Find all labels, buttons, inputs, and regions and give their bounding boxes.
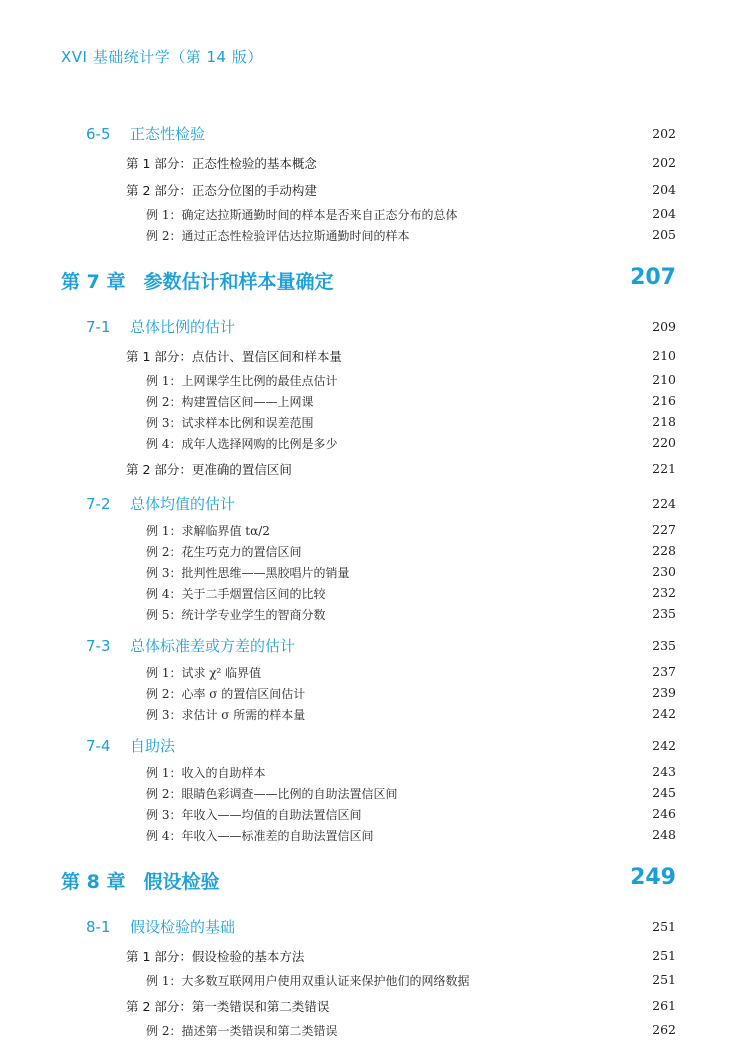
running-header: XVI 基础统计学（第 14 版） bbox=[61, 48, 263, 66]
toc-entry-text: 例 1：求解临界值 tα/2 bbox=[146, 524, 270, 538]
toc-entry-title bbox=[146, 414, 313, 431]
toc-page-number: 235 bbox=[652, 606, 676, 621]
toc-entry-title bbox=[146, 606, 325, 623]
toc-page-number: 224 bbox=[652, 496, 676, 511]
toc-page-number: 251 bbox=[652, 919, 676, 934]
toc-section-row[interactable] bbox=[0, 118, 750, 149]
toc-entry-title bbox=[146, 785, 397, 802]
toc-entry-title bbox=[126, 154, 317, 172]
toc-chapter-row[interactable] bbox=[0, 853, 750, 911]
toc-example-row[interactable] bbox=[0, 203, 750, 224]
toc-example-row[interactable] bbox=[0, 969, 750, 990]
toc-part-row[interactable] bbox=[0, 342, 750, 369]
toc-page-number: 209 bbox=[652, 319, 676, 334]
toc-entry-text: 例 2：通过正态性检验评估达拉斯通勤时间的样本 bbox=[146, 229, 410, 243]
toc-part-row[interactable] bbox=[0, 176, 750, 203]
toc-example-row[interactable] bbox=[0, 582, 750, 603]
toc-page-number: 202 bbox=[652, 155, 676, 170]
toc-entry-title bbox=[146, 227, 409, 244]
toc-entry-text: 例 2：花生巧克力的置信区间 bbox=[146, 545, 302, 559]
toc-page-number: 218 bbox=[652, 414, 676, 429]
toc-entry-number: 7-4 bbox=[86, 737, 111, 755]
toc-page-number: 235 bbox=[652, 638, 676, 653]
toc-example-row[interactable] bbox=[0, 803, 750, 824]
toc-section-row[interactable] bbox=[0, 311, 750, 342]
toc-entry-title bbox=[146, 564, 349, 581]
toc-entry-text: 例 4：年收入——标准差的自助法置信区间 bbox=[146, 829, 374, 843]
toc-entry-text: 例 4：关于二手烟置信区间的比较 bbox=[146, 587, 326, 601]
toc-page-number: 246 bbox=[652, 806, 676, 821]
toc-entry-text: 总体均值的估计 bbox=[130, 495, 236, 513]
toc-entry-title bbox=[126, 347, 342, 365]
toc-example-row[interactable] bbox=[0, 369, 750, 390]
toc-entry-text: 第 1 部分：正态性检验的基本概念 bbox=[126, 156, 317, 171]
toc-entry-number: 第 8 章 bbox=[61, 871, 126, 893]
toc-page-number: 221 bbox=[652, 461, 676, 476]
toc-entry-text: 第 1 部分：假设检验的基本方法 bbox=[126, 949, 305, 964]
toc-example-row[interactable] bbox=[0, 411, 750, 432]
toc-entry-title bbox=[146, 543, 301, 560]
toc-page-number: 261 bbox=[652, 998, 676, 1013]
toc-example-row[interactable] bbox=[0, 661, 750, 682]
toc-entry-number: 7-3 bbox=[86, 637, 111, 655]
toc-page-number: 245 bbox=[652, 785, 676, 800]
toc-page-number: 232 bbox=[652, 585, 676, 600]
toc-page-number: 205 bbox=[652, 227, 676, 242]
toc-page-number: 216 bbox=[652, 393, 676, 408]
toc-part-row[interactable] bbox=[0, 455, 750, 482]
toc-entry-title bbox=[146, 806, 361, 823]
toc-entry-text: 例 2：构建置信区间——上网课 bbox=[146, 395, 314, 409]
toc-entry-text: 自助法 bbox=[130, 737, 176, 755]
table-of-contents bbox=[0, 118, 750, 1040]
toc-entry-title bbox=[86, 493, 235, 514]
toc-entry-text: 例 3：求估计 σ 所需的样本量 bbox=[146, 708, 306, 722]
toc-entry-title bbox=[126, 181, 317, 199]
toc-entry-title bbox=[146, 372, 337, 389]
toc-page-number: 249 bbox=[630, 865, 676, 890]
toc-page-number: 204 bbox=[652, 206, 676, 221]
toc-entry-text: 正态性检验 bbox=[130, 125, 206, 143]
toc-entry-text: 参数估计和样本量确定 bbox=[143, 271, 334, 293]
toc-page-number: 262 bbox=[652, 1022, 676, 1037]
toc-page-number: 243 bbox=[652, 764, 676, 779]
toc-entry-title bbox=[146, 522, 270, 539]
toc-entry-title bbox=[86, 316, 235, 337]
toc-entry-text: 第 2 部分：正态分位图的手动构建 bbox=[126, 183, 317, 198]
toc-example-row[interactable] bbox=[0, 682, 750, 703]
toc-example-row[interactable] bbox=[0, 1019, 750, 1040]
toc-part-row[interactable] bbox=[0, 992, 750, 1019]
toc-entry-number: 8-1 bbox=[86, 918, 111, 936]
toc-entry-number: 7-2 bbox=[86, 495, 111, 513]
toc-page-number: 230 bbox=[652, 564, 676, 579]
toc-entry-text: 例 1：试求 χ² 临界值 bbox=[146, 666, 262, 680]
toc-page-number: 251 bbox=[652, 972, 676, 987]
toc-section-row[interactable] bbox=[0, 911, 750, 942]
toc-entry-text: 例 2：描述第一类错误和第二类错误 bbox=[146, 1024, 338, 1038]
toc-entry-title bbox=[146, 1022, 337, 1039]
toc-entry-text: 第 2 部分：更准确的置信区间 bbox=[126, 462, 292, 477]
toc-part-row[interactable] bbox=[0, 942, 750, 969]
toc-entry-text: 例 3：批判性思维——黑胶唱片的销量 bbox=[146, 566, 350, 580]
toc-page-number: 227 bbox=[652, 522, 676, 537]
toc-entry-title bbox=[61, 267, 333, 294]
toc-example-row[interactable] bbox=[0, 390, 750, 411]
toc-entry-title bbox=[146, 972, 469, 989]
toc-entry-text: 例 2：眼睛色彩调查——比例的自助法置信区间 bbox=[146, 787, 398, 801]
toc-page-number: 237 bbox=[652, 664, 676, 679]
toc-section-row[interactable] bbox=[0, 630, 750, 661]
toc-entry-title bbox=[86, 735, 175, 756]
toc-entry-number: 7-1 bbox=[86, 318, 111, 336]
toc-entry-number: 第 7 章 bbox=[61, 271, 126, 293]
toc-page-number: 228 bbox=[652, 543, 676, 558]
toc-example-row[interactable] bbox=[0, 824, 750, 845]
toc-example-row[interactable] bbox=[0, 432, 750, 453]
toc-entry-text: 例 1：确定达拉斯通勤时间的样本是否来自正态分布的总体 bbox=[146, 208, 458, 222]
toc-example-row[interactable] bbox=[0, 224, 750, 245]
toc-example-row[interactable] bbox=[0, 561, 750, 582]
toc-entry-text: 例 2：心率 σ 的置信区间估计 bbox=[146, 687, 306, 701]
toc-entry-title bbox=[146, 206, 457, 223]
toc-entry-title bbox=[86, 916, 235, 937]
toc-entry-title bbox=[146, 706, 305, 723]
toc-entry-title bbox=[126, 460, 292, 478]
toc-entry-title bbox=[126, 997, 329, 1015]
toc-part-row[interactable] bbox=[0, 149, 750, 176]
toc-page-number: 210 bbox=[652, 372, 676, 387]
toc-entry-text: 例 5：统计学专业学生的智商分数 bbox=[146, 608, 326, 622]
toc-example-row[interactable] bbox=[0, 519, 750, 540]
toc-page-number: 220 bbox=[652, 435, 676, 450]
toc-example-row[interactable] bbox=[0, 761, 750, 782]
toc-entry-text: 例 4：成年人选择网购的比例是多少 bbox=[146, 437, 338, 451]
toc-entry-text: 假设检验 bbox=[143, 871, 220, 893]
toc-example-row[interactable] bbox=[0, 782, 750, 803]
toc-page-number: 239 bbox=[652, 685, 676, 700]
toc-page-number: 202 bbox=[652, 126, 676, 141]
toc-page-number: 242 bbox=[652, 738, 676, 753]
toc-entry-text: 总体比例的估计 bbox=[130, 318, 236, 336]
toc-entry-text: 第 2 部分：第一类错误和第二类错误 bbox=[126, 999, 330, 1014]
toc-page-number: 207 bbox=[630, 265, 676, 290]
toc-entry-text: 例 3：试求样本比例和误差范围 bbox=[146, 416, 314, 430]
toc-page-number: 248 bbox=[652, 827, 676, 842]
toc-example-row[interactable] bbox=[0, 703, 750, 724]
toc-chapter-row[interactable] bbox=[0, 253, 750, 311]
toc-entry-text: 总体标准差或方差的估计 bbox=[130, 637, 296, 655]
toc-section-row[interactable] bbox=[0, 488, 750, 519]
toc-entry-title bbox=[126, 947, 304, 965]
toc-entry-title bbox=[146, 393, 313, 410]
toc-entry-number: 6-5 bbox=[86, 125, 111, 143]
toc-page-number: 242 bbox=[652, 706, 676, 721]
toc-entry-text: 例 3：年收入——均值的自助法置信区间 bbox=[146, 808, 362, 822]
toc-entry-title bbox=[146, 664, 261, 681]
toc-entry-title bbox=[146, 585, 325, 602]
toc-entry-text: 例 1：大多数互联网用户使用双重认证来保护他们的网络数据 bbox=[146, 974, 470, 988]
toc-entry-text: 假设检验的基础 bbox=[130, 918, 236, 936]
toc-entry-title bbox=[146, 827, 373, 844]
toc-example-row[interactable] bbox=[0, 603, 750, 624]
toc-entry-title bbox=[146, 685, 305, 702]
toc-entry-title bbox=[86, 635, 295, 656]
toc-entry-title bbox=[146, 764, 265, 781]
toc-page-number: 210 bbox=[652, 348, 676, 363]
toc-example-row[interactable] bbox=[0, 540, 750, 561]
toc-entry-text: 第 1 部分：点估计、置信区间和样本量 bbox=[126, 349, 342, 364]
toc-entry-title bbox=[61, 867, 219, 894]
toc-page-number: 251 bbox=[652, 948, 676, 963]
toc-page-number: 204 bbox=[652, 182, 676, 197]
toc-entry-text: 例 1：上网课学生比例的最佳点估计 bbox=[146, 374, 338, 388]
toc-section-row[interactable] bbox=[0, 730, 750, 761]
toc-entry-title bbox=[86, 123, 205, 144]
toc-entry-title bbox=[146, 435, 337, 452]
toc-entry-text: 例 1：收入的自助样本 bbox=[146, 766, 266, 780]
